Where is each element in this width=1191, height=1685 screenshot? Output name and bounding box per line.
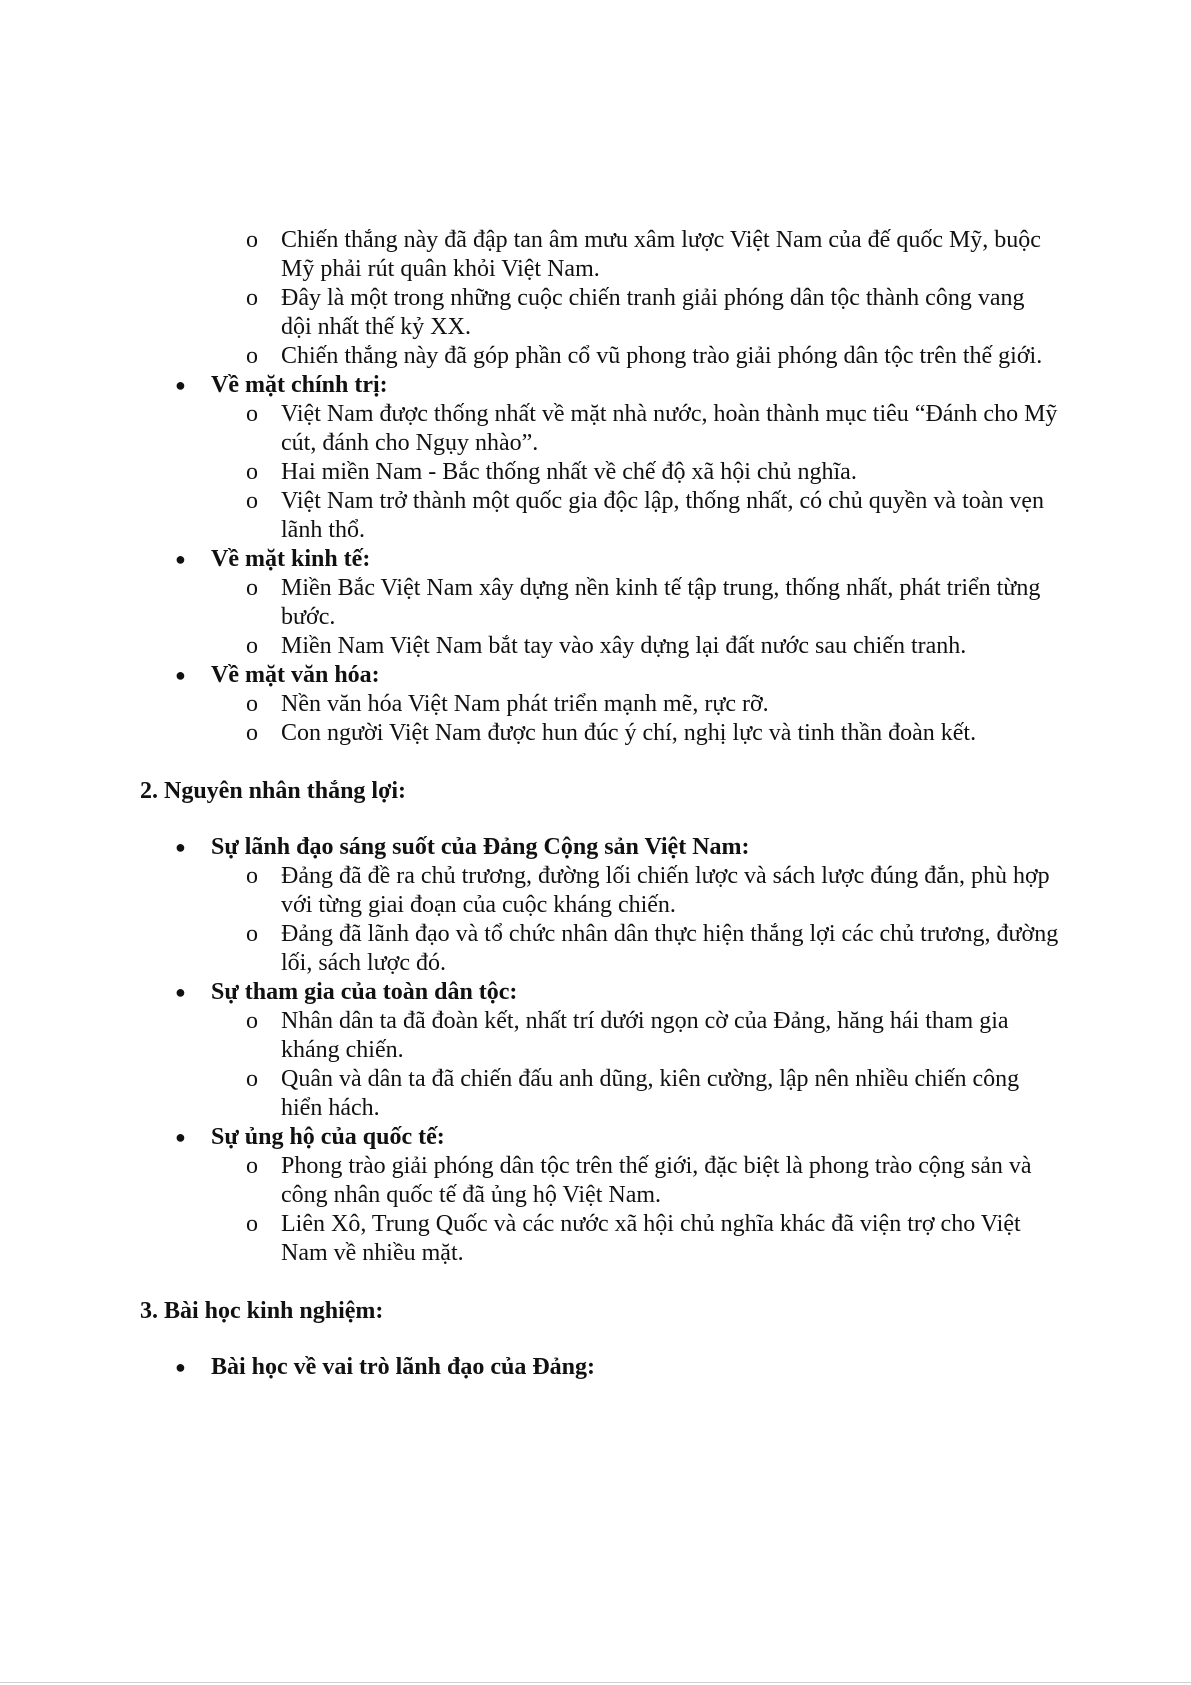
list-item: o Đảng đã đề ra chủ trương, đường lối chiến lược và sách lược đúng đắn, phù hợp với từng giai đoạn của cuộc kháng chiến. [246, 863, 1050, 918]
list-item: o Nền văn hóa Việt Nam phát triển mạnh mẽ, rực rỡ. [246, 691, 769, 717]
sub-bullet-marker: o [246, 1066, 258, 1092]
list-item: o Miền Bắc Việt Nam xây dựng nền kinh tế tập trung, thống nhất, phát triển từng bước. [246, 575, 1041, 630]
list-item: o Miền Nam Việt Nam bắt tay vào xây dựng lại đất nước sau chiến tranh. [246, 633, 967, 659]
page-bottom-edge [0, 1682, 1191, 1683]
list-item: o Quân và dân ta đã chiến đấu anh dũng, kiên cường, lập nên nhiều chiến công hiển hách. [246, 1066, 1020, 1121]
list-item: o Liên Xô, Trung Quốc và các nước xã hội chủ nghĩa khác đã viện trợ cho Việt Nam về nhiều mặt. [246, 1211, 1021, 1266]
bullet-marker: ● [175, 1357, 186, 1377]
sub-bullet-marker: o [246, 488, 258, 514]
bullet-marker: ● [175, 549, 186, 569]
sub-bullet-marker: o [246, 459, 258, 485]
sub-bullet-marker: o [246, 227, 258, 253]
sub-bullet-marker: o [246, 343, 258, 369]
sub-bullet-marker: o [246, 575, 258, 601]
sub-bullet-marker: o [246, 921, 258, 947]
list-item: o Chiến thắng này đã góp phần cổ vũ phong trào giải phóng dân tộc trên thế giới. [246, 343, 1043, 369]
list-item: o Phong trào giải phóng dân tộc trên thế giới, đặc biệt là phong trào cộng sản và công nhân quốc tế đã ủng hộ Việt Nam. [246, 1153, 1032, 1208]
bullet-heading-international-support: ● Sự ủng hộ của quốc tế: [175, 1124, 445, 1150]
bullet-heading-party-leadership: ● Sự lãnh đạo sáng suốt của Đảng Cộng sản Việt Nam: [175, 834, 750, 860]
list-item: o Đây là một trong những cuộc chiến tranh giải phóng dân tộc thành công vang dội nhất thế kỷ XX. [246, 285, 1025, 340]
sub-bullet-marker: o [246, 720, 258, 746]
sub-bullet-marker: o [246, 691, 258, 717]
sub-bullet-marker: o [246, 863, 258, 889]
bullet-marker: ● [175, 837, 186, 857]
section-heading-causes: 2. Nguyên nhân thắng lợi: [140, 778, 407, 804]
list-item: o Hai miền Nam - Bắc thống nhất về chế độ xã hội chủ nghĩa. [246, 459, 857, 485]
bullet-marker: ● [175, 982, 186, 1002]
document-body [0, 226, 1191, 1382]
list-item: o Con người Việt Nam được hun đúc ý chí, nghị lực và tinh thần đoàn kết. [246, 720, 977, 746]
sub-bullet-marker: o [246, 1008, 258, 1034]
bullet-marker: ● [175, 1127, 186, 1147]
bullet-marker: ● [175, 665, 186, 685]
sub-bullet-marker: o [246, 401, 258, 427]
list-item: o Việt Nam được thống nhất về mặt nhà nước, hoàn thành mục tiêu “Đánh cho Mỹ cút, đánh cho Ngụy nhào”. [246, 401, 1058, 456]
bullet-heading-economy: ● Về mặt kinh tế: [175, 546, 371, 572]
list-item: o Đảng đã lãnh đạo và tổ chức nhân dân thực hiện thắng lợi các chủ trương, đường lối, sách lược đó. [246, 921, 1059, 976]
list-item: o Nhân dân ta đã đoàn kết, nhất trí dưới ngọn cờ của Đảng, hăng hái tham gia kháng chiến. [246, 1008, 1009, 1063]
bullet-heading-culture: ● Về mặt văn hóa: [175, 662, 380, 688]
section-heading-lessons: 3. Bài học kinh nghiệm: [140, 1298, 384, 1324]
sub-bullet-marker: o [246, 285, 258, 311]
sub-bullet-marker: o [246, 1211, 258, 1237]
bullet-heading-whole-nation: ● Sự tham gia của toàn dân tộc: [175, 979, 518, 1005]
sub-bullet-marker: o [246, 633, 258, 659]
sub-bullet-marker: o [246, 1153, 258, 1179]
bullet-heading-party-role: ● Bài học về vai trò lãnh đạo của Đảng: [175, 1354, 596, 1380]
list-item: o Chiến thắng này đã đập tan âm mưu xâm lược Việt Nam của đế quốc Mỹ, buộc Mỹ phải rút quân khỏi Việt Nam. [246, 227, 1041, 282]
bullet-marker: ● [175, 375, 186, 395]
bullet-heading-politics: ● Về mặt chính trị: [175, 372, 388, 398]
list-item: o Việt Nam trở thành một quốc gia độc lập, thống nhất, có chủ quyền và toàn vẹn lãnh thổ. [246, 488, 1045, 543]
